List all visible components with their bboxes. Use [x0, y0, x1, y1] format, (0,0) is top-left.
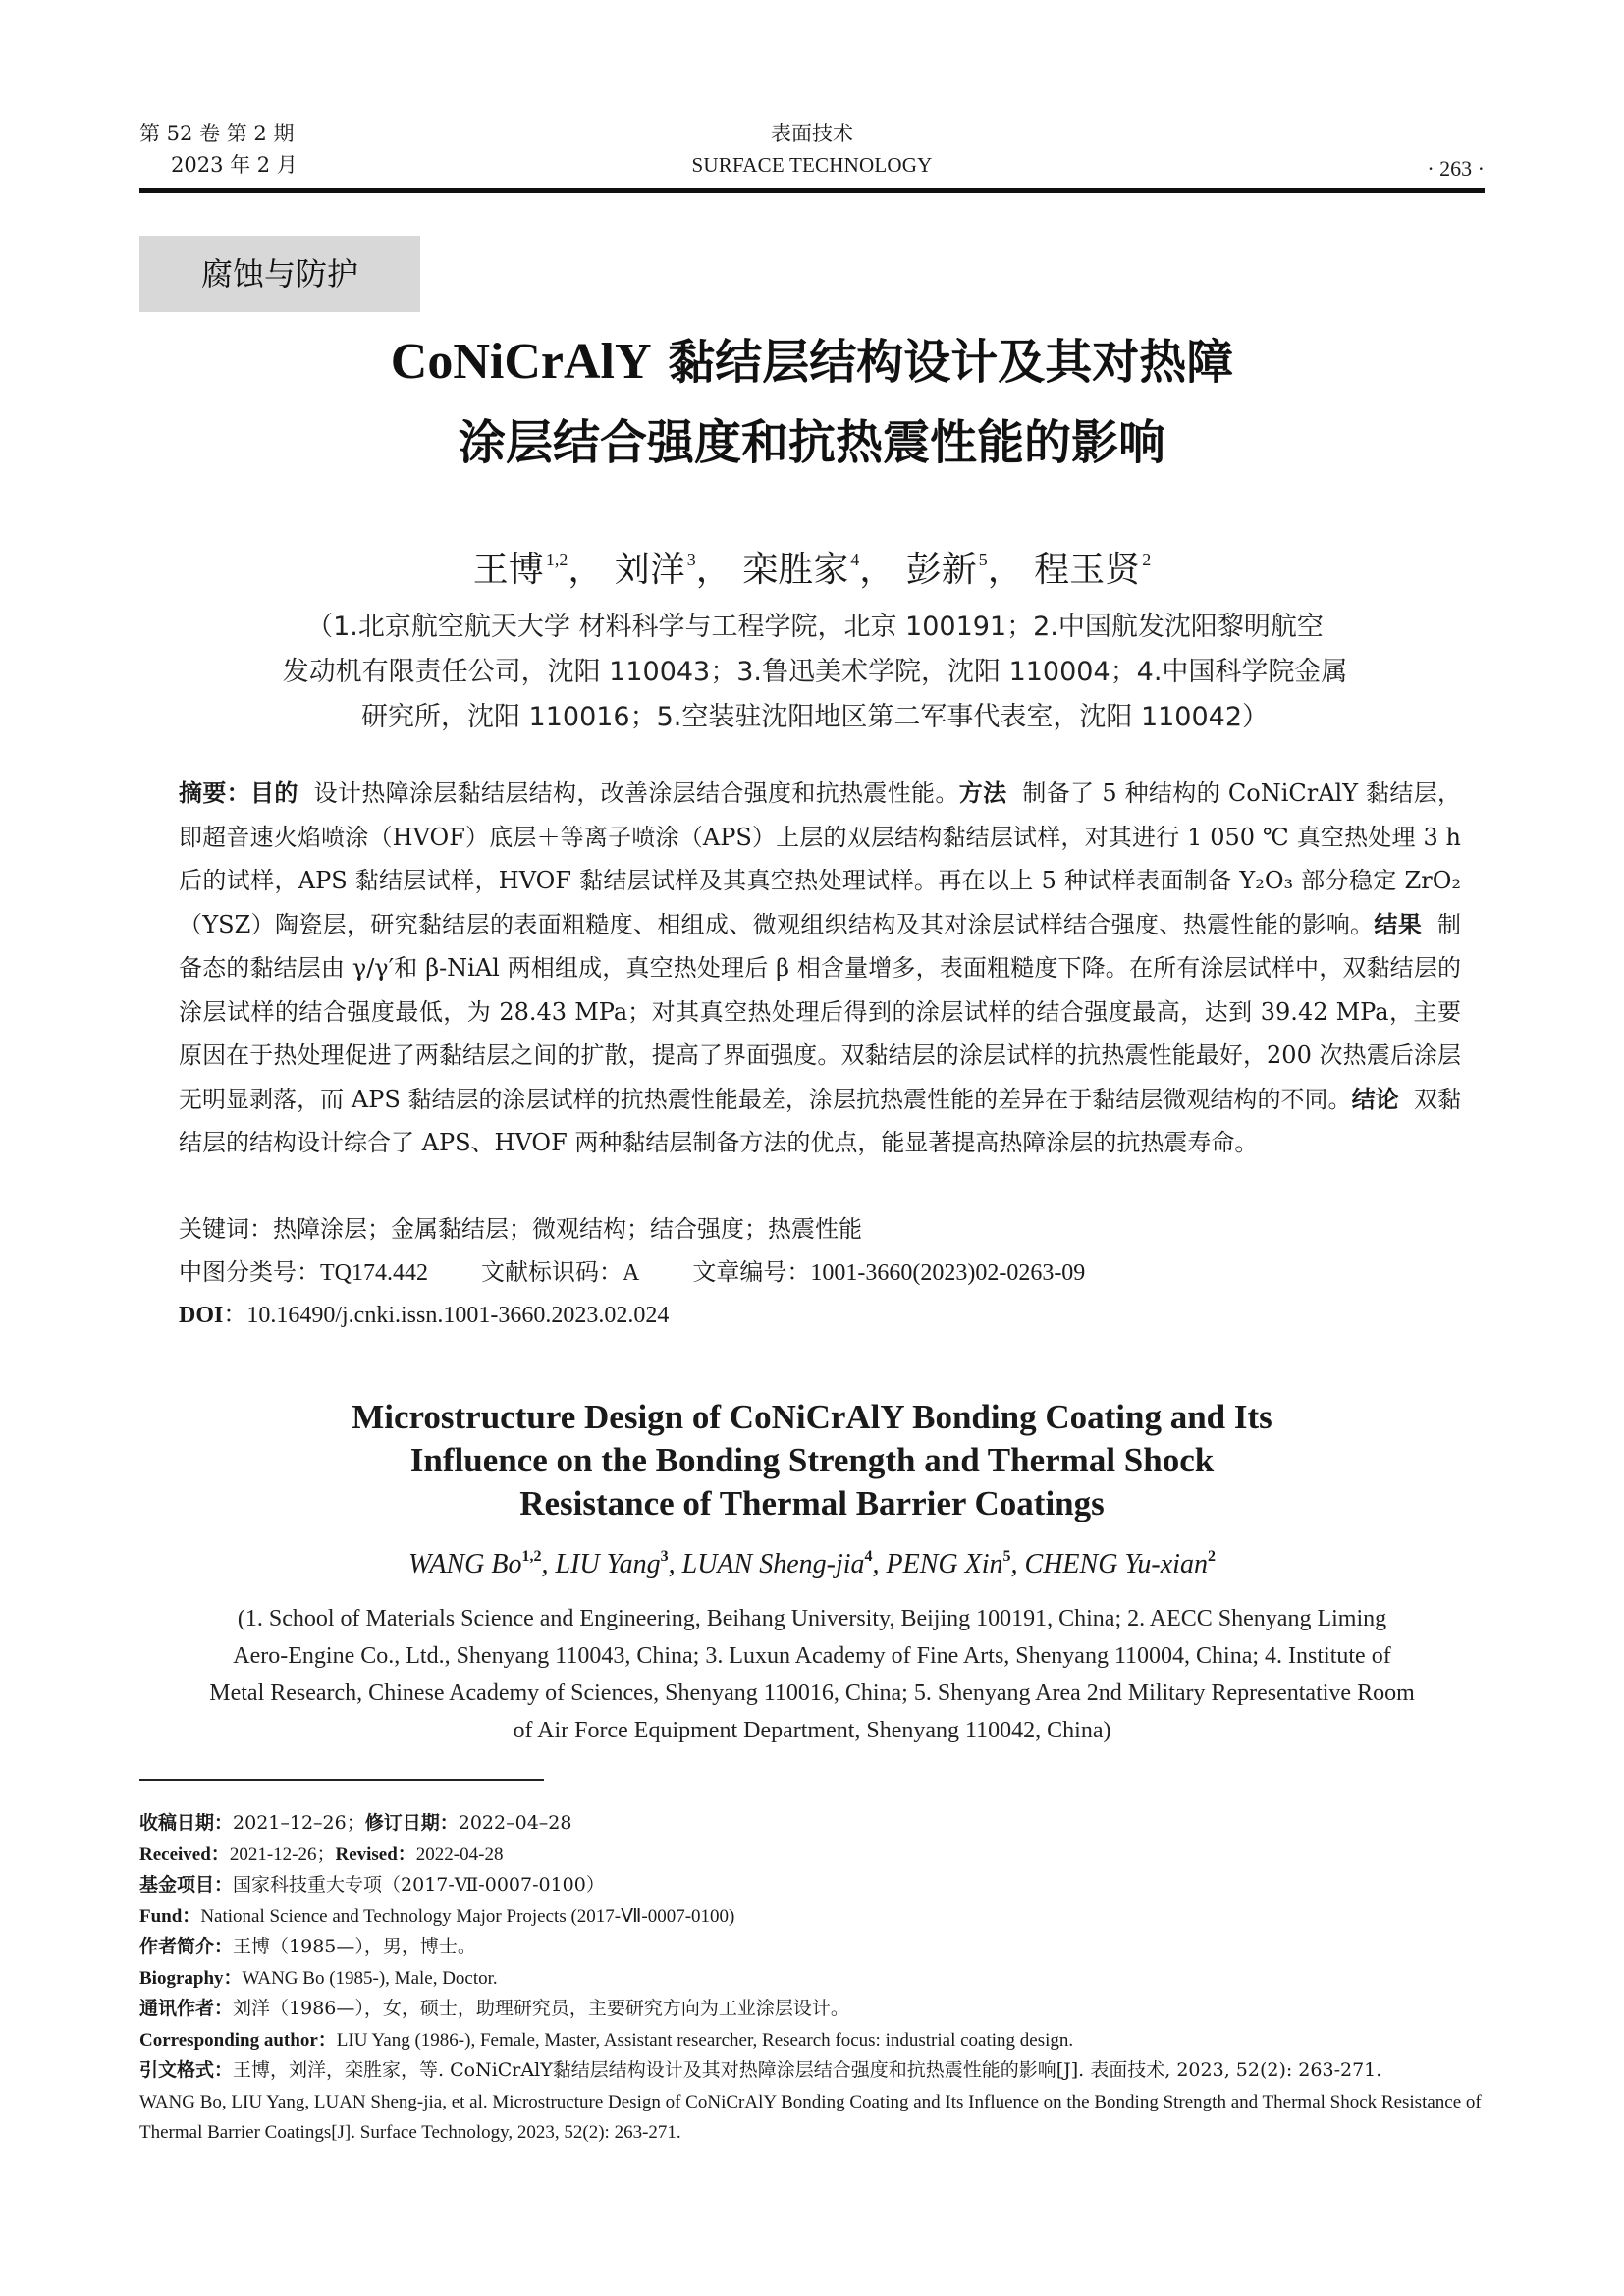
author-name-en: LUAN Sheng-jia — [681, 1549, 865, 1579]
received-cn-label: 收稿日期： — [139, 1812, 234, 1834]
objective-label: 目的 — [250, 779, 298, 807]
cite-en-value: WANG Bo, LIU Yang, LUAN Sheng-jia, et al. Microstructure Design of CoNiCrAlY Bonding Coating and Its Influence on the Bonding Strength and Thermal Shock Resistance of Thermal Barrier Coatings[J]. Surface Technology, 2023, 52(2): 263-271. — [139, 2091, 1482, 2143]
clc-number — [179, 1251, 428, 1295]
bio-cn-value: 王博（1985—），男，博士。 — [233, 1936, 476, 1957]
fund-en-label: Fund： — [139, 1905, 201, 1927]
received-en-value: 2021-12-26； — [229, 1843, 336, 1865]
cite-cn-value: 王博，刘洋，栾胜家，等. CoNiCrAlY黏结层结构设计及其对热障涂层结合强度和抗热震性能的影响[J]. 表面技术, 2023, 52(2): 263-271. — [233, 2059, 1382, 2081]
clc-value: TQ174.442 — [320, 1260, 428, 1286]
issue-date: 2023 年 2 月 — [171, 153, 298, 177]
author-affil-sup: 2 — [1207, 1548, 1216, 1565]
footnote-cite-en — [139, 2087, 1485, 2149]
author-name-en: WANG Bo — [408, 1549, 522, 1579]
received-cn-value: 2021–12–26； — [233, 1812, 365, 1834]
revised-cn-value: 2022–04–28 — [458, 1812, 572, 1834]
journal-name-cn: 表面技术 — [771, 122, 853, 145]
author-name-en: PENG Xin — [886, 1549, 1003, 1579]
received-en-label: Received： — [139, 1843, 230, 1865]
footnote-bio-cn — [139, 1932, 1485, 1963]
author-affil-sup: 5 — [1002, 1548, 1011, 1565]
keywords-label: 关键词： — [179, 1215, 273, 1243]
affiliation-en-line: Metal Research, Chinese Academy of Sciences, Shenyang 110016, China; 5. Shenyang Area 2nd Military Representative Room — [209, 1681, 1415, 1706]
revised-en-value: 2022-04-28 — [415, 1843, 504, 1865]
author-affil-sup: 3 — [660, 1548, 669, 1565]
methods-text: 制备了 5 种结构的 CoNiCrAlY 黏结层，即超音速火焰喷涂（HVOF）底层＋等离子喷涂（APS）上层的双层结构黏结层试样，对其进行 1 050 ℃ 真空热处理 3 h 后的试样，APS 黏结层试样，HVOF 黏结层试样及其真空热处理试样。再在以上 5 种试样表面制备 Y₂O₃ 部分稳定 ZrO₂（YSZ）陶瓷层，研究黏结层的表面粗糙度、相组成、微观组织结构及其对涂层试样结合强度、热震性能的影响。 — [179, 779, 1462, 938]
affiliation-line: 研究所，沈阳 110016；5.空装驻沈阳地区第二军事代表室，沈阳 110042） — [360, 702, 1270, 732]
author-list-cn: 王博 $^{1,2}$， 刘洋 $^3$， 栾胜家 $^4$， 彭新 $^5$， 程玉贤 $^2$ — [472, 550, 1152, 590]
title-line-2: 涂层结合强度和抗热震性能的影响 — [458, 415, 1165, 470]
corr-en-value: LIU Yang (1986-), Female, Master, Assistant researcher, Research focus: industrial coating design. — [336, 2029, 1074, 2051]
doi-value[interactable]: ：10.16490/j.cnki.issn.1001-3660.2023.02.024 — [223, 1303, 670, 1328]
title-en-line: Microstructure Design of CoNiCrAlY Bonding Coating and Its — [352, 1398, 1272, 1436]
title-en-line: Influence on the Bonding Strength and Thermal Shock — [409, 1441, 1215, 1479]
author-name: 彭新 — [905, 550, 977, 590]
author-list-en: WANG Bo$^{1,2}$, LIU Yang$^3$, LUAN Sheng-jia$^4$, PENG Xin$^5$, CHENG Yu-xian$^2$ — [408, 1548, 1216, 1579]
corr-cn-label: 通讯作者： — [139, 1998, 234, 2019]
author-affil-sup: 4 — [864, 1548, 873, 1565]
title-line-1 — [139, 322, 1485, 402]
running-header — [139, 118, 1485, 192]
clc-label: 中图分类号： — [179, 1258, 320, 1286]
fund-en-value: National Science and Technology Major Projects (2017-Ⅶ-0007-0100) — [200, 1905, 735, 1927]
paper-title-cn — [139, 322, 1485, 483]
affiliation-en-line: of Air Force Equipment Department, Shenyang 110042, China) — [513, 1718, 1111, 1743]
classification-line — [179, 1251, 1461, 1295]
bio-en-label: Biography： — [139, 1967, 243, 1989]
footnote-corr-en — [139, 2025, 1485, 2056]
conclusion-text: 双黏结层的结构设计综合了 APS、HVOF 两种黏结层制备方法的优点，能显著提高热障涂层的抗热震寿命。 — [179, 1085, 1462, 1156]
abstract-cn — [179, 772, 1461, 1165]
journal-name-en: SURFACE TECHNOLOGY — [691, 153, 933, 177]
affiliation-en-line: (1. School of Materials Science and Engineering, Beihang University, Beijing 100191, China; 2. AECC Shenyang Liming — [237, 1606, 1387, 1631]
doi-line — [179, 1294, 1461, 1337]
author-affil-sup: 5 — [978, 550, 988, 569]
header-rule — [139, 188, 1485, 193]
conclusion-label: 结论 — [1351, 1085, 1399, 1113]
footnote-bio-en — [139, 1963, 1485, 1995]
author-name: 刘洋 — [614, 550, 685, 590]
volume-issue: 第 52 卷 第 2 期 — [139, 122, 295, 145]
article-label: 文章编号： — [692, 1258, 811, 1286]
author-affil-sup: 1,2 — [521, 1548, 542, 1565]
doc-value: A — [623, 1260, 640, 1286]
title-latin: CoNiCrAlY — [390, 334, 652, 390]
footnote-fund-en — [139, 1901, 1485, 1933]
doi-label: DOI — [179, 1303, 224, 1328]
fund-cn-label: 基金项目： — [139, 1874, 234, 1896]
objective-text: 设计热障涂层黏结层结构，改善涂层结合强度和抗热震性能。 — [313, 779, 959, 807]
journal-name — [139, 118, 1485, 181]
footnote-dates-cn — [139, 1808, 1485, 1840]
title-line-1-rest: 黏结层结构设计及其对热障 — [651, 335, 1234, 390]
footnotes — [139, 1808, 1485, 2149]
section-tag: 腐蚀与防护 — [139, 236, 420, 312]
keywords — [179, 1207, 1461, 1252]
footnote-cite-cn — [139, 2056, 1485, 2087]
affiliation-line: 发动机有限责任公司，沈阳 110043；3.鲁迅美术学院，沈阳 110004；4.中国科学院金属 — [282, 657, 1348, 687]
affiliations-en — [167, 1600, 1457, 1749]
footnote-rule — [139, 1779, 544, 1781]
results-label: 结果 — [1374, 910, 1423, 938]
footnote-corr-cn — [139, 1994, 1485, 2025]
paper-title-en — [139, 1396, 1485, 1525]
affiliation-en-line: Aero-Engine Co., Ltd., Shenyang 110043, China; 3. Luxun Academy of Fine Arts, Shenyang 110004, China; 4. Institute of — [233, 1643, 1391, 1669]
title-en-line: Resistance of Thermal Barrier Coatings — [519, 1484, 1105, 1522]
affiliations-cn — [187, 605, 1443, 740]
author-name-en: LIU Yang — [555, 1549, 661, 1579]
corr-en-label: Corresponding author： — [139, 2029, 337, 2051]
revised-cn-label: 修订日期： — [364, 1812, 459, 1834]
author-name-en: CHENG Yu-xian — [1024, 1549, 1208, 1579]
cite-cn-label: 引文格式： — [139, 2059, 234, 2081]
footnote-dates-en — [139, 1840, 1485, 1871]
doc-label: 文献标识码： — [481, 1258, 623, 1286]
bio-cn-label: 作者简介： — [139, 1936, 234, 1957]
author-name: 程玉贤 — [1034, 550, 1141, 590]
author-affil-sup: 3 — [686, 550, 696, 569]
document-code — [481, 1251, 639, 1295]
keywords-value: 热障涂层；金属黏结层；微观结构；结合强度；热震性能 — [273, 1215, 862, 1243]
author-affil-sup: 1,2 — [545, 550, 568, 569]
corr-cn-value: 刘洋（1986—），女，硕士，助理研究员，主要研究方向为工业涂层设计。 — [233, 1998, 849, 2019]
author-affil-sup: 2 — [1142, 550, 1152, 569]
bio-en-value: WANG Bo (1985-), Male, Doctor. — [242, 1967, 498, 1989]
fund-cn-value: 国家科技重大专项（2017-Ⅶ-0007-0100） — [233, 1874, 605, 1896]
page-number: · 263 · — [1427, 156, 1485, 181]
author-name: 王博 — [472, 550, 544, 590]
footnote-fund-cn — [139, 1870, 1485, 1901]
author-affil-sup: 4 — [850, 550, 860, 569]
methods-label: 方法 — [958, 779, 1007, 807]
abstract-label: 摘要： — [179, 779, 251, 807]
affiliation-line: （1.北京航空航天大学 材料科学与工程学院，北京 100191；2.中国航发沈阳黎明航空 — [306, 612, 1324, 642]
article-number — [692, 1251, 1085, 1295]
author-name: 栾胜家 — [742, 550, 849, 590]
revised-en-label: Revised： — [335, 1843, 416, 1865]
article-value: 1001-3660(2023)02-0263-09 — [810, 1260, 1086, 1286]
results-text: 制备态的黏结层由 γ/γ′和 β-NiAl 两相组成，真空热处理后 β 相含量增多，表面粗糙度下降。在所有涂层试样中，双黏结层的涂层试样的结合强度最低，为 28.43 MPa；对其真空热处理后得到的涂层试样的结合强度最高，达到 39.42 MPa，主要原因在于热处理促进了两黏结层之间的扩散，提高了界面强度。双黏结层的涂层试样的抗热震性能最好，200 次热震后涂层无明显剥落，而 APS 黏结层的涂层试样的抗热震性能最差，涂层抗热震性能的差异在于黏结层微观结构的不同。 — [179, 910, 1461, 1113]
